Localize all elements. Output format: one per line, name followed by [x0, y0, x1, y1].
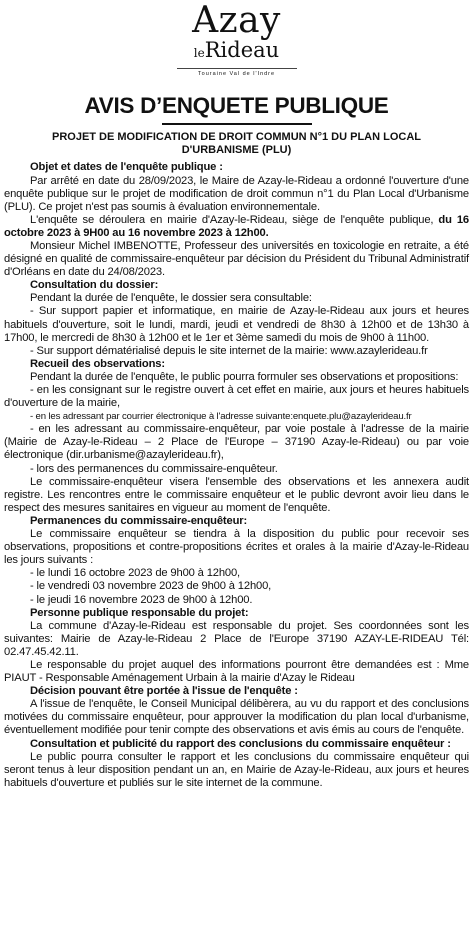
- paragraph: - Sur support dématérialisé depuis le site internet de la mairie: www.azaylerideau.fr: [30, 344, 428, 357]
- section-heading-responsable: Personne publique responsable du projet:: [30, 606, 249, 619]
- logo-name-bottom: Rideau: [204, 38, 280, 62]
- section-heading-consultation: Consultation du dossier:: [30, 279, 159, 292]
- enquete-dates: du 16 octobre 2023 à 9H00 au 16 novembre 2023 à 12h00.: [4, 213, 469, 239]
- title-underline: [162, 123, 312, 125]
- notice-body: [4, 161, 469, 790]
- paragraph: - lors des permanences du commissaire-enquêteur.: [30, 462, 278, 475]
- paragraph: Par arrêté en date du 28/09/2023, le Maire de Azay-le-Rideau a ordonné l'ouverture d'une enquête publique sur le projet de modification de droit commun n°1 du Plan Local d'Urbanisme (PLU). Ce projet n'est pas soumis à évaluation environnementale.: [4, 174, 469, 213]
- paragraph: A l'issue de l'enquête, le Conseil Municipal délibèrera, au vu du rapport et des conclusions motivées du commissaire enquêteur, pour approuver la modification du plan local d'urbanisme, éventuellement modifiée pour tenir compte des observations et avis émis au cours de l'enquête.: [4, 698, 469, 737]
- logo-tagline: Touraine Val de l'Indre: [197, 71, 276, 77]
- town-logo: [4, 0, 469, 90]
- logo-name-le: le: [193, 46, 205, 60]
- paragraph: La commune d'Azay-le-Rideau est responsable du projet. Ses coordonnées sont les suivantes: Mairie de Azay-le-Rideau 2 Place de l'Europe 37190 AZAY-LE-RIDEAU Tél: 02.47.45.42.11.: [4, 619, 469, 658]
- paragraph: - en les adressant au commissaire-enquêteur, par voie postale à l'adresse de la mairie (Mairie de Azay-le-Rideau – 2 Place de l'Europe – 37190 Azay-le-Rideau) ou par voie électronique (dir.urbanisme@azaylerideau.fr),: [4, 423, 469, 462]
- notice-title: AVIS D’ENQUETE PUBLIQUE: [84, 93, 389, 118]
- section-heading-recueil: Recueil des observations:: [30, 357, 165, 370]
- section-heading-publicite: Consultation et publicité du rapport des conclusions du commissaire enquêteur :: [30, 737, 451, 750]
- notice-subtitle: PROJET DE MODIFICATION DE DROIT COMMUN N°1 DU PLAN LOCAL D'URBANISME (PLU): [51, 131, 422, 157]
- logo-divider: [177, 68, 297, 69]
- paragraph: Monsieur Michel IMBENOTTE, Professeur des universités en toxicologie en retraite, a été désigné en qualité de commissaire-enquêteur par décision du Président du Tribunal Administratif d'Orléans en date du 24/08/2023.: [4, 239, 469, 279]
- section-heading-objet: Objet et dates de l'enquête publique :: [30, 161, 223, 174]
- section-heading-permanences: Permanences du commissaire-enquêteur:: [30, 514, 248, 527]
- paragraph-email: - en les adressant par courrier électronique à l'adresse suivante:enquete.plu@azaylerideau.fr: [30, 411, 412, 423]
- paragraph: - Sur support papier et informatique, en mairie de Azay-le-Rideau aux jours et heures habituels d'ouverture, soit le lundi, mardi, jeudi et vendredi de 8h30 à 12h00 et de 13h30 à 17h00, le mercredi de 8h30 à 12h00 et le 1er et 3ème samedi du mois de 9h00 à 11h00.: [4, 305, 469, 344]
- paragraph: Pendant la durée de l'enquête, le dossier sera consultable:: [30, 292, 312, 305]
- paragraph: Le responsable du projet auquel des informations pourront être demandées est : Mme PIAUT - Responsable Aménagement Urbain à la mairie d'Azay le Rideau: [4, 658, 469, 685]
- paragraph-dates: L'enquête se déroulera en mairie d'Azay-le-Rideau, siège de l'enquête publique, du 16 octobre 2023 à 9H00 au 16 novembre 2023 à 12h00.: [4, 213, 469, 239]
- paragraph: Le commissaire enquêteur se tiendra à la disposition du public pour recevoir ses observations, propositions et contre-propositions écrites et orales à la mairie d'Azay-le-Rideau les jours suivants :: [4, 528, 469, 567]
- permanence-date: - le lundi 16 octobre 2023 de 9h00 à 12h00,: [30, 567, 241, 580]
- paragraph: Pendant la durée de l'enquête, le public pourra formuler ses observations et propositions:: [30, 370, 459, 383]
- paragraph: Le commissaire-enquêteur visera l'ensemble des observations et les annexera audit registre. Les rencontres entre le commissaire enquêteur et le public devront avoir lieu dans le respect des mesures sanitaires en vigueur au moment de l'enquête.: [4, 475, 469, 514]
- paragraph: - en les consignant sur le registre ouvert à cet effet en mairie, aux jours et heures habituels d'ouverture de la mairie,: [4, 384, 469, 410]
- paragraph: Le public pourra consulter le rapport et les conclusions du commissaire enquêteur qui seront tenus à leur disposition pendant un an, en Mairie de Azay-le-Rideau, aux jours et heures habituels d'ouverture et publiés sur le site internet de la commune.: [4, 750, 469, 789]
- logo-name-top: Azay: [192, 0, 281, 41]
- permanence-date: - le vendredi 03 novembre 2023 de 9h00 à 12h00,: [30, 580, 272, 593]
- permanence-date: - le jeudi 16 novembre 2023 de 9h00 à 12h00.: [30, 593, 253, 606]
- section-heading-decision: Décision pouvant être portée à l'issue de l'enquête :: [30, 685, 298, 698]
